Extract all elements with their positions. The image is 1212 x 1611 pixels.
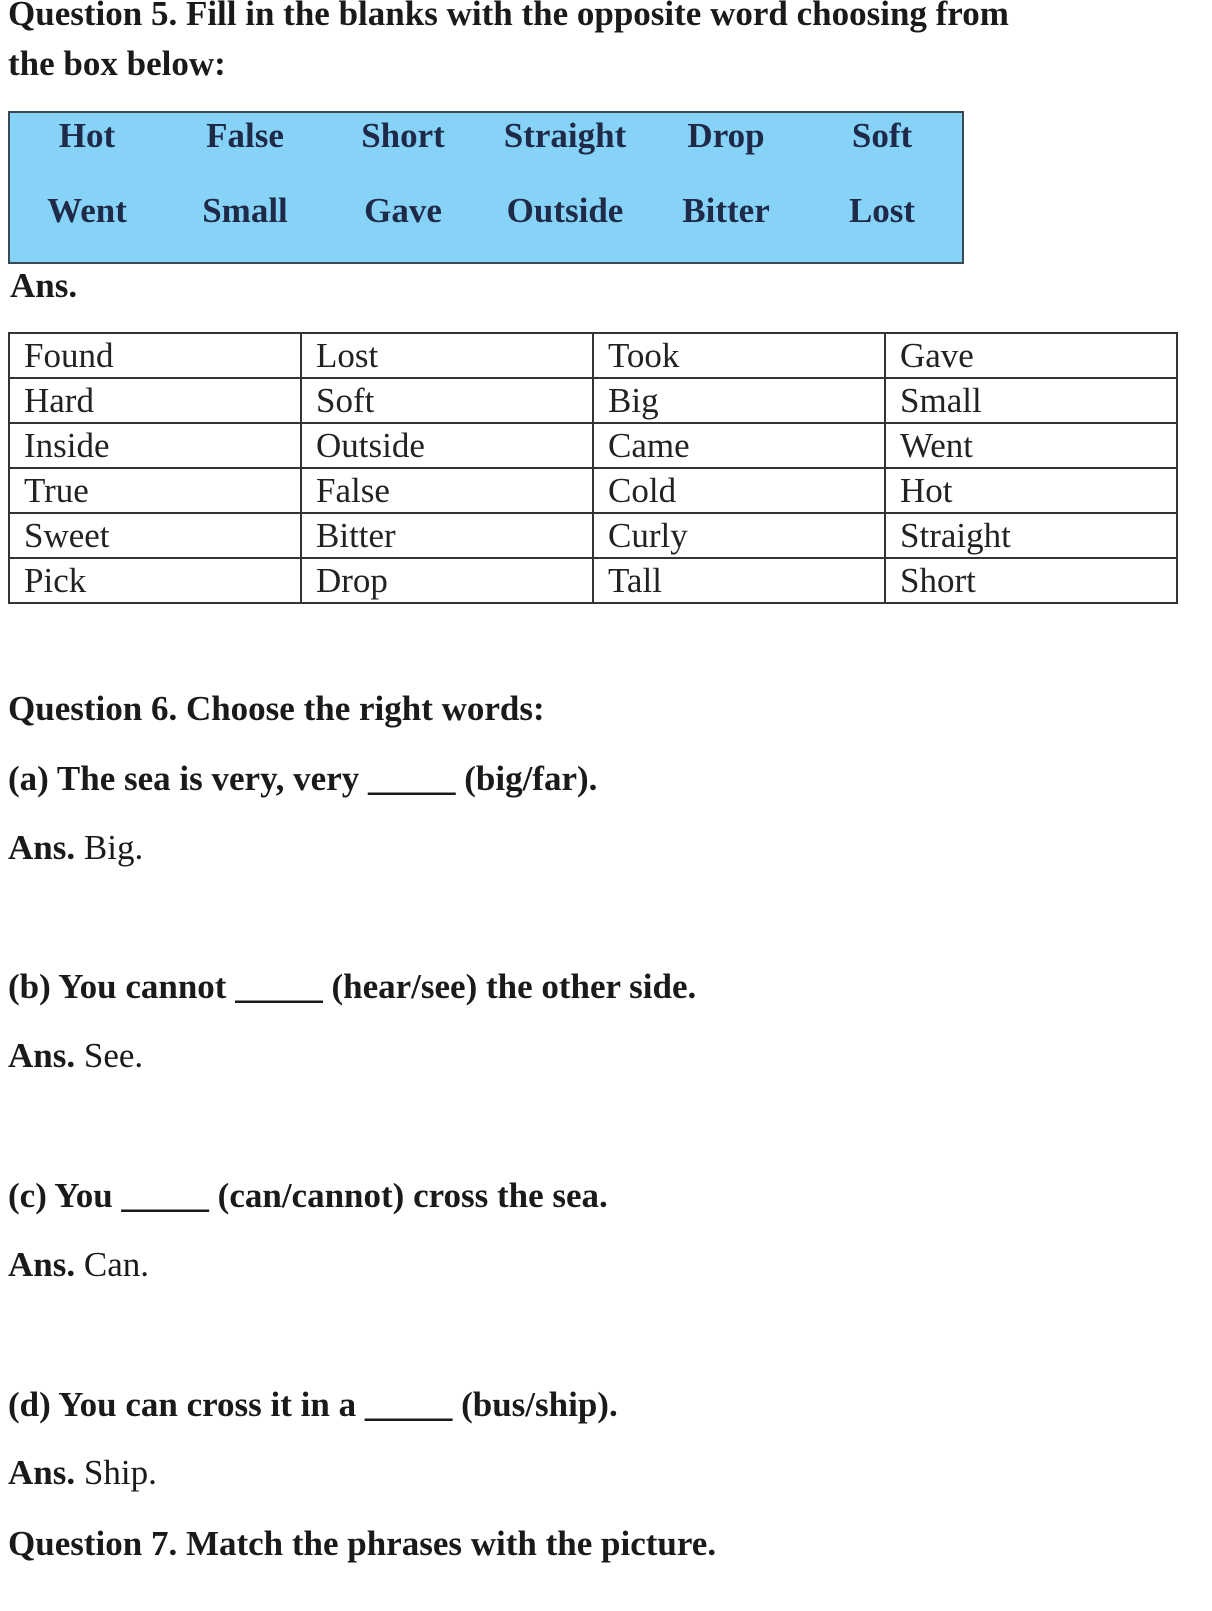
box-word: Went bbox=[47, 191, 127, 230]
table-cell: Pick bbox=[9, 558, 301, 603]
table-cell: Hard bbox=[9, 378, 301, 423]
box-word: Bitter bbox=[682, 191, 770, 230]
q5-title-line1: Question 5. Fill in the blanks with the opposite word choosing from bbox=[8, 0, 1009, 33]
box-word: False bbox=[206, 116, 284, 155]
answer-text: Can. bbox=[75, 1245, 150, 1284]
table-cell: Found bbox=[9, 333, 301, 378]
table-cell: Went bbox=[885, 423, 1177, 468]
q6b-answer bbox=[8, 1036, 143, 1076]
q6c-question: (c) You _____ (can/cannot) cross the sea. bbox=[8, 1176, 608, 1215]
table-cell: Hot bbox=[885, 468, 1177, 513]
table-cell: Bitter bbox=[301, 513, 593, 558]
table-row bbox=[9, 468, 1177, 513]
table-cell: Curly bbox=[593, 513, 885, 558]
table-cell: Gave bbox=[885, 333, 1177, 378]
table-cell: Inside bbox=[9, 423, 301, 468]
table-row bbox=[9, 513, 1177, 558]
answer-text: Ship. bbox=[75, 1453, 157, 1492]
box-word: Hot bbox=[58, 116, 116, 155]
table-cell: Short bbox=[885, 558, 1177, 603]
word-box bbox=[8, 111, 964, 264]
table-cell: Soft bbox=[301, 378, 593, 423]
ans-label: Ans. bbox=[8, 828, 76, 867]
box-word: Gave bbox=[364, 191, 442, 230]
table-cell: Tall bbox=[593, 558, 885, 603]
ans-label: Ans. bbox=[8, 1245, 76, 1284]
q5-ans-label: Ans. bbox=[10, 266, 78, 305]
q6c-answer bbox=[8, 1245, 149, 1285]
q5-title-line2: the box below: bbox=[8, 44, 226, 83]
table-cell: Big bbox=[593, 378, 885, 423]
answer-text: See. bbox=[75, 1036, 144, 1075]
answer-table bbox=[8, 332, 1178, 604]
q6-title: Question 6. Choose the right words: bbox=[8, 689, 545, 728]
table-cell: Drop bbox=[301, 558, 593, 603]
table-row bbox=[9, 333, 1177, 378]
box-word: Lost bbox=[848, 191, 916, 230]
table-cell: Small bbox=[885, 378, 1177, 423]
table-cell: False bbox=[301, 468, 593, 513]
q6d-question: (d) You can cross it in a _____ (bus/ship). bbox=[8, 1385, 618, 1424]
table-cell: Came bbox=[593, 423, 885, 468]
table-cell: Lost bbox=[301, 333, 593, 378]
q6a-question: (a) The sea is very, very _____ (big/far). bbox=[8, 759, 598, 798]
table-cell: True bbox=[9, 468, 301, 513]
table-cell: Took bbox=[593, 333, 885, 378]
ans-label: Ans. bbox=[8, 1453, 76, 1492]
answer-text: Big. bbox=[75, 828, 144, 867]
table-row bbox=[9, 558, 1177, 603]
box-word: Straight bbox=[503, 116, 627, 155]
table-cell: Outside bbox=[301, 423, 593, 468]
q6b-question: (b) You cannot _____ (hear/see) the other side. bbox=[8, 967, 697, 1006]
table-row bbox=[9, 378, 1177, 423]
q7-title: Question 7. Match the phrases with the picture. bbox=[8, 1524, 717, 1563]
q6a-answer bbox=[8, 828, 143, 868]
box-word: Small bbox=[202, 191, 288, 230]
table-cell: Sweet bbox=[9, 513, 301, 558]
ans-label: Ans. bbox=[8, 1036, 76, 1075]
q6d-answer bbox=[8, 1453, 157, 1493]
box-word: Short bbox=[361, 116, 445, 155]
box-word: Soft bbox=[851, 116, 913, 155]
table-cell: Cold bbox=[593, 468, 885, 513]
table-row bbox=[9, 423, 1177, 468]
box-word: Drop bbox=[687, 116, 765, 155]
box-word: Outside bbox=[506, 191, 624, 230]
table-cell: Straight bbox=[885, 513, 1177, 558]
